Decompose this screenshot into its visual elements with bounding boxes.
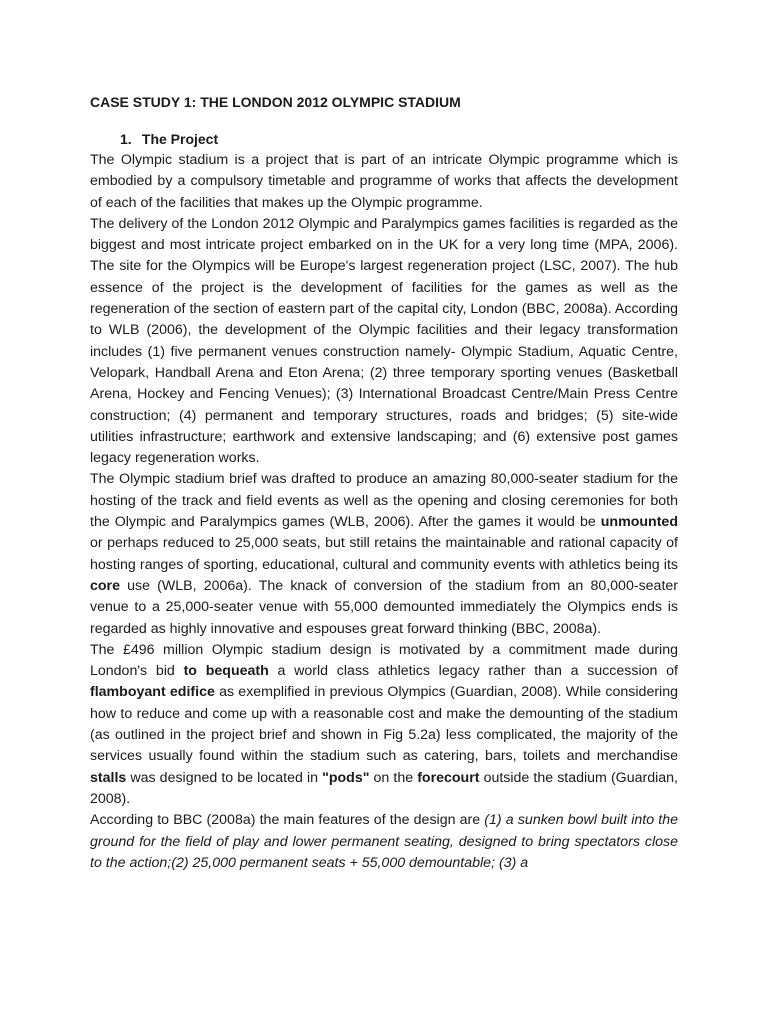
paragraph-1: The Olympic stadium is a project that is part of an intricate Olympic programme which is embodied by a compulsory timetable and programme of works that affects the development of each of the facilities that makes up the Olympic programme. — [90, 152, 678, 211]
paragraph-4-text-6: outside the stadium (Guardian, 2008). — [90, 769, 678, 807]
paragraph-4 — [90, 640, 678, 810]
paragraph-3-text-3: use (WLB, 2006a). The knack of conversion of the stadium from an 80,000-seater venue to a 25,000-seater venue with 55,000 demounted immediately the Olympics ends is regarded as highly innovative and espouses great forward thinking (BBC, 2008a). — [90, 577, 678, 637]
paragraph-4-text-1: The £496 million Olympic stadium design is motivated by a commitment made during London's bid — [90, 641, 678, 680]
paragraph-4-text-2: a world class athletics legacy rather than a succession of — [268, 663, 678, 680]
paragraph-2: The delivery of the London 2012 Olympic and Paralympics games facilities is regarded as the biggest and most intricate project embarked on in the UK for a very long time (MPA, 2006). The site for the Olympics will be Europe's largest regeneration project (LSC, 2007). The hub essence of the project is the development of facilities for the games as well as the regeneration of the section of eastern part of the capital city, London (BBC, 2008a). According to WLB (2006), the development of the Olympic facilities and their legacy transformation includes (1) five permanent venues construction namely- Olympic Stadium, Aquatic Centre, Velopark, Handball Arena and Eton Arena; (2) three temporary sporting venues (Basketball Arena, Hockey and Fencing Venues); (3) International Broadcast Centre/Main Press Centre construction; (4) permanent and temporary structures, roads and bridges; (5) site-wide utilities infrastructure; earthwork and extensive landscaping; and (6) extensive post games legacy regeneration works. — [90, 215, 678, 467]
paragraph-5-italic-features: (1) a sunken bowl built into the ground for the field of play and lower permanent seating, designed to bring spectators close to the action;(2) 25,000 permanent seats + 55,000 demountable; (3) a — [90, 812, 678, 871]
paragraph-4-bold-forecourt: forecourt — [417, 769, 480, 786]
paragraph-3-bold-core: core — [90, 577, 120, 594]
paragraph-4-text-3: as exemplified in previous Olympics (Guardian, 2008). While considering how to reduce and come up with a reasonable cost and make the demounting of the stadium (as outlined in the project brief and shown in Fig 5.2a) less complicated, the majority of the services usually found within the stadium such as catering, bars, toilets and merchandise — [90, 684, 678, 765]
section-heading-text: The Project — [141, 131, 219, 147]
paragraph-4-bold-bequeath: to bequeath — [183, 663, 269, 680]
paragraph-4-text-4: was designed to be located in — [126, 769, 323, 786]
paragraph-4-bold-stalls: stalls — [90, 769, 127, 786]
paragraph-5-text-1: According to BBC (2008a) the main features of the design are — [90, 812, 485, 829]
section-number: 1. — [120, 131, 132, 147]
paragraph-3-bold-unmounted: unmounted — [600, 514, 678, 531]
paragraph-3-text-1: The Olympic stadium brief was drafted to produce an amazing 80,000-seater stadium for the hosting of the track and field events as well as the opening and closing ceremonies for both the Olympic and Paralympics games (WLB, 2006). After the games it would be — [90, 471, 678, 531]
paragraph-4-bold-pods: "pods" — [322, 769, 370, 786]
paragraph-4-text-5: on the — [369, 769, 418, 786]
paragraph-5 — [90, 810, 678, 874]
paragraph-3-text-2: or perhaps reduced to 25,000 seats, but still retains the maintainable and rational capacity of hosting ranges of sporting, educational, cultural and community events with athletics being its — [90, 535, 678, 573]
paragraph-4-bold-edifice: flamboyant edifice — [90, 684, 215, 701]
document-title: CASE STUDY 1: THE LONDON 2012 OLYMPIC STADIUM — [90, 94, 461, 110]
paragraph-3 — [90, 469, 678, 639]
section-heading — [120, 130, 678, 148]
